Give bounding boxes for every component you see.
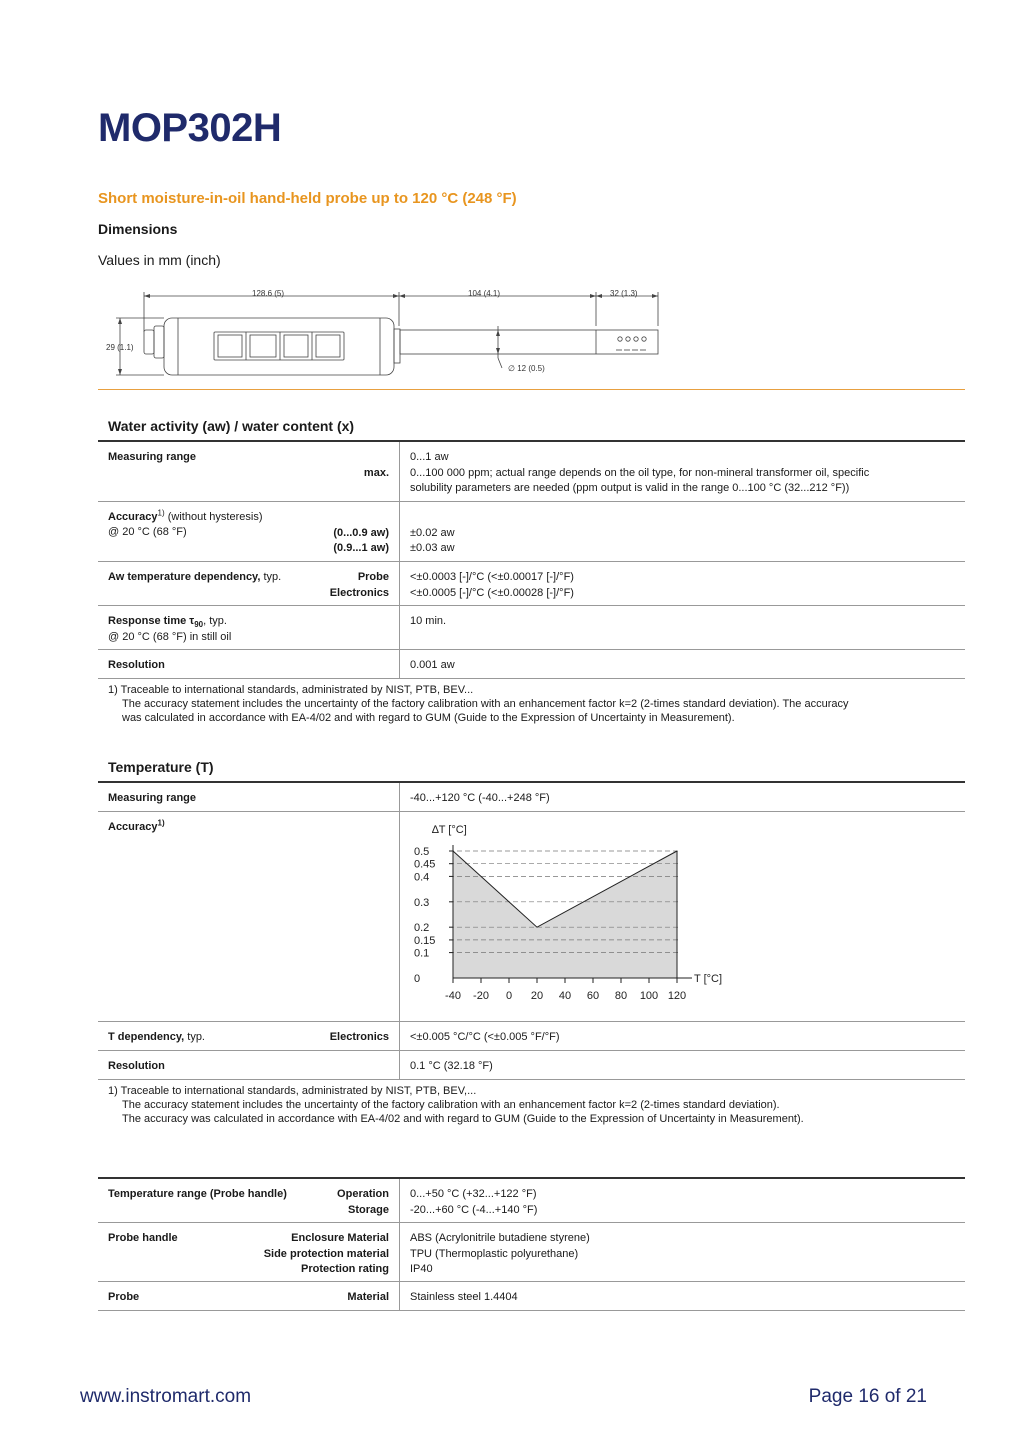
spec-condition: @ 20 °C (68 °F) [108,526,187,538]
spec-value: <±0.005 °C/°C (<±0.005 °F/°F) [410,1031,560,1043]
spec-label: Accuracy [108,821,158,833]
spec-label-extra: typ. [184,1031,205,1043]
temperature-section-title: Temperature (T) [108,759,214,775]
spec-value: Stainless steel 1.4404 [410,1291,518,1303]
spec-label: Probe handle [108,1232,178,1244]
x-tick-label: 60 [586,990,600,1002]
spec-value: <±0.0003 [-]/°C (<±0.00017 [-]/°F) [410,571,574,583]
y-tick-label: 0.2 [414,922,430,935]
spec-value: ABS (Acrylonitrile butadiene styrene) [410,1232,590,1244]
table-row [98,562,965,606]
spec-label: Aw temperature dependency, [108,571,261,583]
spec-key: Enclosure Material [291,1232,389,1244]
section-divider [98,389,965,390]
page-title: MOP302H [98,106,282,150]
spec-value: ±0.02 aw [410,526,455,539]
spec-value: -20...+60 °C (-4...+140 °F) [410,1203,538,1216]
table-row [98,502,965,562]
y-tick-label: 0 [414,973,421,985]
x-tick-label: 40 [558,990,572,1002]
spec-condition: @ 20 °C (68 °F) in still oil [108,630,232,643]
spec-value: solubility parameters are needed (ppm output is valid in the range 0...100 °C (32...212 °F)) [410,482,850,494]
spec-value: 10 min. [410,615,447,627]
x-tick-label: 0 [505,990,513,1002]
water-section-title: Water activity (aw) / water content (x) [108,418,355,434]
table-row [98,606,965,650]
spec-label: Resolution [108,1060,165,1072]
footnote-line: 1) Traceable to international standards, administrated by NIST, PTB, BEV,... [108,1085,477,1097]
table-row [98,1022,965,1051]
table-row [98,650,965,679]
spec-key: Side protection material [263,1247,389,1260]
product-subtitle: Short moisture-in-oil hand-held probe up to 120 °C (248 °F) [98,190,517,207]
general-spec-table [98,1177,965,1311]
spec-label-extra: , typ. [203,615,227,627]
footnote-line: The accuracy statement includes the uncertainty of the factory calibration with an enhancement factor k=2 (2-times standard deviation). The accuracy [122,698,849,710]
x-tick-label: -40 [445,990,461,1002]
temperature-spec-table [98,781,965,1080]
dimensions-units: Values in mm (inch) [98,252,221,268]
spec-key: Electronics [329,1031,389,1043]
spec-key: (0.9...1 aw) [333,542,389,554]
spec-label-extra: typ. [260,571,282,583]
footnote-mark: 1) [157,818,165,828]
spec-key: Storage [348,1203,389,1216]
spec-key: Electronics [329,586,389,599]
water-spec-table [98,440,965,679]
spec-value: <±0.0005 [-]/°C (<±0.00028 [-]/°F) [410,586,574,599]
spec-label: Resolution [108,659,165,671]
footer-url-link[interactable]: www.instromart.com [80,1386,252,1407]
spec-value: 0...+50 °C (+32...+122 °F) [410,1188,537,1200]
table-row [98,1223,965,1282]
x-axis-label: T [°C] [694,973,723,985]
spec-value: IP40 [410,1263,433,1275]
footnote [108,1084,804,1126]
spec-subscript: 90 [194,620,204,630]
page-number: Page 16 of 21 [808,1386,927,1407]
footnote-line: 1) Traceable to international standards, administrated by NIST, PTB, BEV... [108,684,474,696]
spec-key: Operation [337,1188,389,1200]
spec-label: Measuring range [108,792,197,804]
table-row [98,442,965,502]
spec-key: Material [347,1291,389,1303]
spec-key: max. [363,466,389,479]
accuracy-area [453,851,677,978]
dimensions-heading: Dimensions [98,221,178,237]
dim-diameter: ∅ 12 (0.5) [508,364,545,373]
spec-value: 0.001 aw [410,659,455,671]
y-tick-label: 0.3 [414,896,430,909]
footnote-line: The accuracy was calculated in accordance with EA-4/02 and with regard to GUM (Guide to the Expression of Uncertainty in Measurement). [122,1113,804,1125]
probe-dimension-drawing [98,282,678,382]
footnote [108,683,848,725]
spec-label-extra: (without hysteresis) [164,511,263,523]
y-tick-label: 0.5 [414,846,430,858]
spec-label: Accuracy [108,511,158,523]
footnote-mark: 1) [157,508,165,518]
spec-value: 0...100 000 ppm; actual range depends on the oil type, for non-mineral transformer oil, specific [410,466,870,479]
dim-length-handle: 128.6 (5) [252,289,285,298]
dim-height: 29 (1.1) [106,343,134,352]
table-row [98,783,965,812]
y-tick-label: 0.45 [414,858,436,871]
footnote-line: The accuracy statement includes the uncertainty of the factory calibration with an enhancement factor k=2 (2-times standard deviation). [122,1099,780,1111]
x-tick-label: 120 [667,990,687,1002]
spec-value: -40...+120 °C (-40...+248 °F) [410,792,550,804]
spec-value: 0...1 aw [410,451,449,463]
footnote-line: was calculated in accordance with EA-4/02 and with regard to GUM (Guide to the Expression of Uncertainty in Measurement). [122,712,735,724]
table-row [98,1282,965,1311]
spec-label: Measuring range [108,451,197,463]
accuracy-chart [400,812,740,1017]
y-tick-label: 0.1 [414,947,430,960]
y-axis-label: ∆T [°C] [432,824,467,836]
y-tick-label: 0.4 [414,871,430,884]
table-row [98,812,965,1022]
spec-key: (0...0.9 aw) [333,526,389,539]
spec-value: TPU (Thermoplastic polyurethane) [410,1247,579,1260]
spec-label: Probe [108,1291,140,1303]
table-row [98,1051,965,1080]
spec-label: Response time τ [108,615,195,627]
x-tick-label: 20 [530,990,544,1002]
dim-length-shaft: 104 (4.1) [468,289,501,298]
x-tick-label: 80 [614,990,628,1002]
x-tick-label: -20 [473,990,489,1002]
spec-label: Temperature range (Probe handle) [108,1188,287,1200]
spec-label: T dependency, [108,1031,185,1043]
spec-key: Protection rating [300,1263,389,1275]
table-row [98,1179,965,1223]
x-tick-label: 100 [639,990,659,1002]
dim-length-tip: 32 (1.3) [610,289,638,298]
spec-value: ±0.03 aw [410,542,455,554]
spec-value: 0.1 °C (32.18 °F) [410,1060,493,1072]
y-tick-label: 0.15 [414,934,436,947]
spec-key: Probe [357,571,389,583]
